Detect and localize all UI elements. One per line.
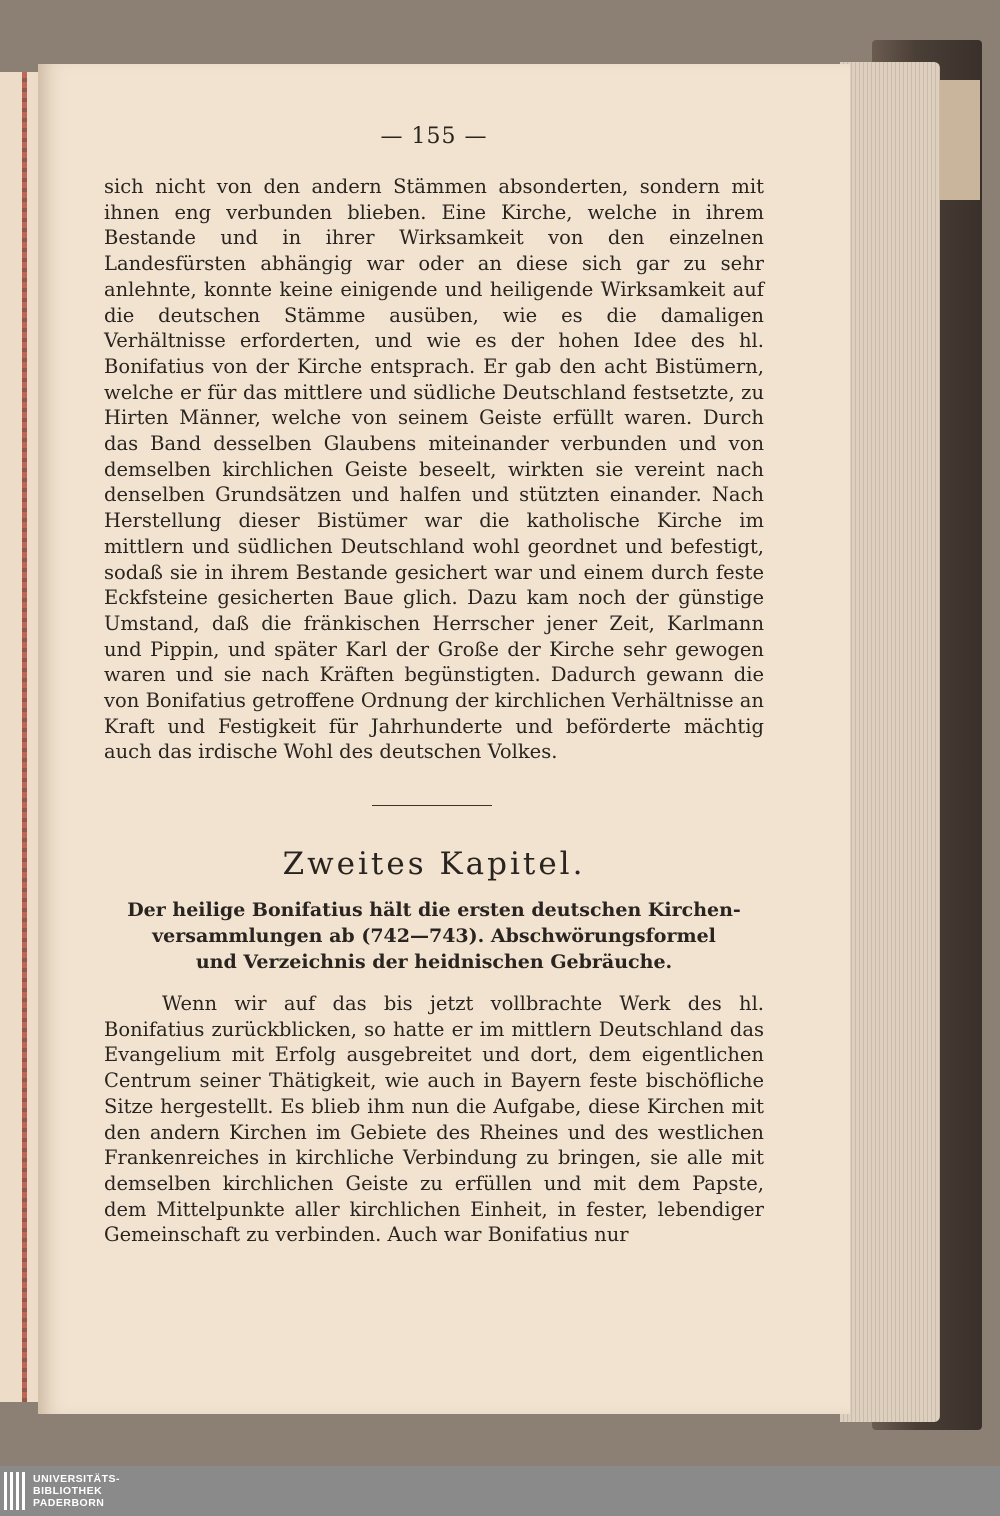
logo-bars-icon — [4, 1472, 25, 1510]
subtitle-line: und Verzeichnis der heidnischen Gebräuche. — [195, 951, 673, 973]
spine-stripe — [22, 72, 27, 1402]
logo-line: PADERBORN — [33, 1497, 105, 1509]
footer-bar — [0, 1466, 1000, 1516]
subtitle-line: Der heilige Bonifatius hält die ersten deutschen Kirchen- — [127, 899, 741, 921]
page-number: — 155 — — [380, 124, 488, 149]
chapter-subtitle — [104, 897, 764, 975]
section-divider — [372, 805, 492, 806]
library-logo — [4, 1469, 120, 1513]
body-paragraph-2: Wenn wir auf das bis jetzt vollbrachte Werk des hl. Bonifatius zurückblicken, so hatte er im mittlern Deutschland das Evangelium mit Erfolg ausgebreitet und dort, dem eigentlichen Centrum seiner Thätigkeit, wie auch in Bayern feste bischöfliche Sitze hergestellt. Es blieb ihm nun die Aufgabe, diese Kirchen mit den andern Kirchen im Gebiete des Rheines und des westlichen Frankenreiches in kirchliche Verbindung zu bringen, sie alle mit demselben kirchlichen Geiste zu erfüllen und mit dem Papste, dem Mittelpunkte aller kirchlichen Einheit, in fester, lebendiger Gemeinschaft zu verbinden. Auch war Bonifatius nur — [104, 992, 764, 1247]
logo-text — [33, 1473, 120, 1509]
chapter-title: Zweites Kapitel. — [282, 846, 586, 882]
book-page — [38, 64, 850, 1414]
cover-corner — [940, 80, 980, 200]
page-edges — [840, 62, 940, 1422]
logo-line: BIBLIOTHEK — [33, 1485, 103, 1497]
subtitle-line: versammlungen ab (742—743). Abschwörungsformel — [152, 925, 716, 947]
body-paragraph-1: sich nicht von den andern Stämmen absonderten, sondern mit ihnen eng verbunden blieben. Eine Kirche, welche in ihrem Bestande und in ihrer Wirksamkeit von den einzelnen Landesfürsten abhängig war oder an diese sich gar zu sehr anlehnte, konnte keine einigende und heiligende Wirksamkeit auf die deutschen Stämme ausüben, wie es die damaligen Verhältnisse erforderten, und wie es der hohen Idee des hl. Bonifatius von der Kirche entsprach. Er gab den acht Bistümern, welche er für das mittlere und südliche Deutschland festsetzte, zu Hirten Männer, welche von seinem Geiste erfüllt waren. Durch das Band desselben Glaubens miteinander verbunden und von demselben kirchlichen Geiste beseelt, wirkten sie vereint nach denselben Grundsätzen und halfen und stützten einander. Nach Herstellung dieser Bistümer war die katholische Kirche im mittlern und südlichen Deutschland wohl geordnet und befestigt, sodaß sie in ihrem Bestande gesichert war und einem durch feste Eckfsteine gesicherten Baue glich. Dazu kam noch der günstige Umstand, daß die fränkischen Herrscher jener Zeit, Karlmann und Pippin, und später Karl der Große der Kirche sehr gewogen waren und sie nach Kräften begünstigten. Dadurch gewann die von Bonifatius getroffene Ordnung der kirchlichen Verhältnisse an Kraft und Festigkeit für Jahrhunderte und beförderte mächtig auch das irdische Wohl des deutschen Volkes. — [104, 175, 764, 764]
logo-line: UNIVERSITÄTS- — [33, 1473, 121, 1485]
